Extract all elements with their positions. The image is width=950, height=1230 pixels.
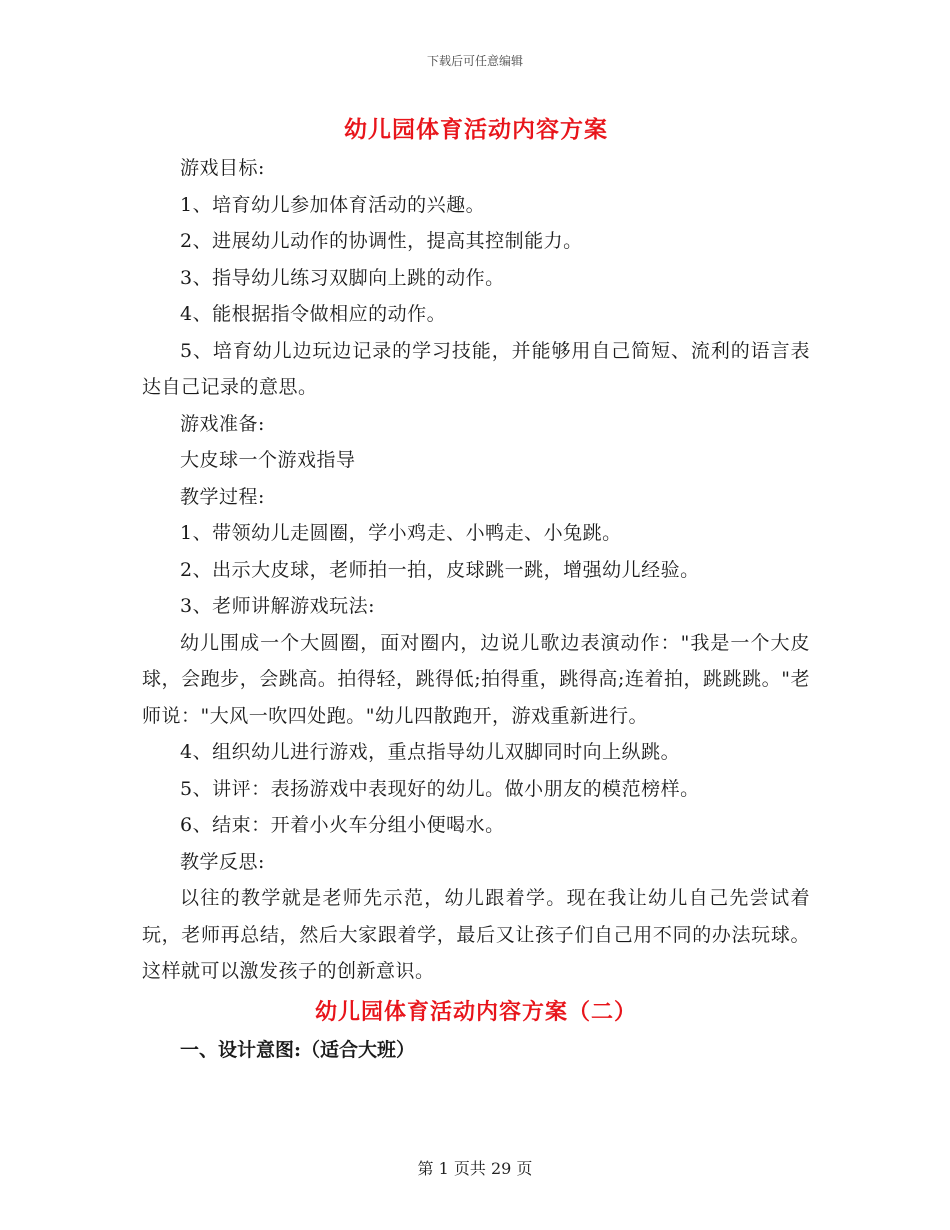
paragraph-goal-1: 1、培育幼儿参加体育活动的兴趣。 (180, 193, 486, 216)
document-title: 幼儿园体育活动内容方案 (344, 116, 608, 143)
paragraph-process-5: 5、讲评：表扬游戏中表现好的幼儿。做小朋友的模范榜样。 (180, 777, 700, 800)
paragraph-prep-text: 大皮球一个游戏指导 (180, 449, 356, 471)
paragraph-process-4: 4、组织幼儿进行游戏，重点指导幼儿双脚同时向上纵跳。 (180, 741, 681, 763)
paragraph-prep-heading: 游戏准备: (180, 412, 265, 435)
page-footer: 第 1 页共 29 页 (417, 1159, 533, 1178)
paragraph-goal-2: 2、进展幼儿动作的协调性，提高其控制能力。 (180, 230, 583, 252)
paragraph-process-1: 1、带领幼儿走圆圈，学小鸡走、小鸭走、小兔跳。 (180, 522, 622, 544)
document-body (142, 110, 810, 1070)
paragraph-goal-5: 5、培育幼儿边玩边记录的学习技能，并能够用自己简短、流利的语言表达自己记录的意思。 (142, 339, 810, 398)
paragraph-game-rules: 幼儿围成一个大圆圈，面对圈内，边说儿歌边表演动作："我是一个大皮球，会跑步，会跳高。拍得轻，跳得低;拍得重，跳得高;连着拍，跳跳跳。"老师说："大风一吹四处跑。"幼儿四散跑开，游戏重新进行。 (142, 631, 810, 727)
paragraph-process-6: 6、结束：开着小火车分组小便喝水。 (180, 814, 505, 836)
paragraph-reflection-heading: 教学反思: (180, 850, 265, 873)
paragraph-goal-heading: 游戏目标: (180, 157, 265, 179)
paragraph-reflection-text: 以往的教学就是老师先示范，幼儿跟着学。现在我让幼儿自己先尝试着玩，老师再总结，然后大家跟着学，最后又让孩子们自己用不同的办法玩球。这样就可以激发孩子的创新意识。 (142, 887, 810, 982)
paragraph-process-3: 3、老师讲解游戏玩法: (180, 595, 375, 617)
section-heading-design-intent: 一、设计意图:（适合大班） (180, 1038, 416, 1061)
paragraph-goal-3: 3、指导幼儿练习双脚向上跳的动作。 (180, 266, 505, 289)
page-header: 下载后可任意编辑 (426, 54, 523, 68)
paragraph-process-heading: 教学过程: (180, 485, 265, 508)
paragraph-goal-4: 4、能根据指令做相应的动作。 (180, 303, 447, 325)
paragraph-process-2: 2、出示大皮球，老师拍一拍，皮球跳一跳，增强幼儿经验。 (180, 558, 700, 581)
document-title-2: 幼儿园体育活动内容方案（二） (314, 998, 637, 1025)
